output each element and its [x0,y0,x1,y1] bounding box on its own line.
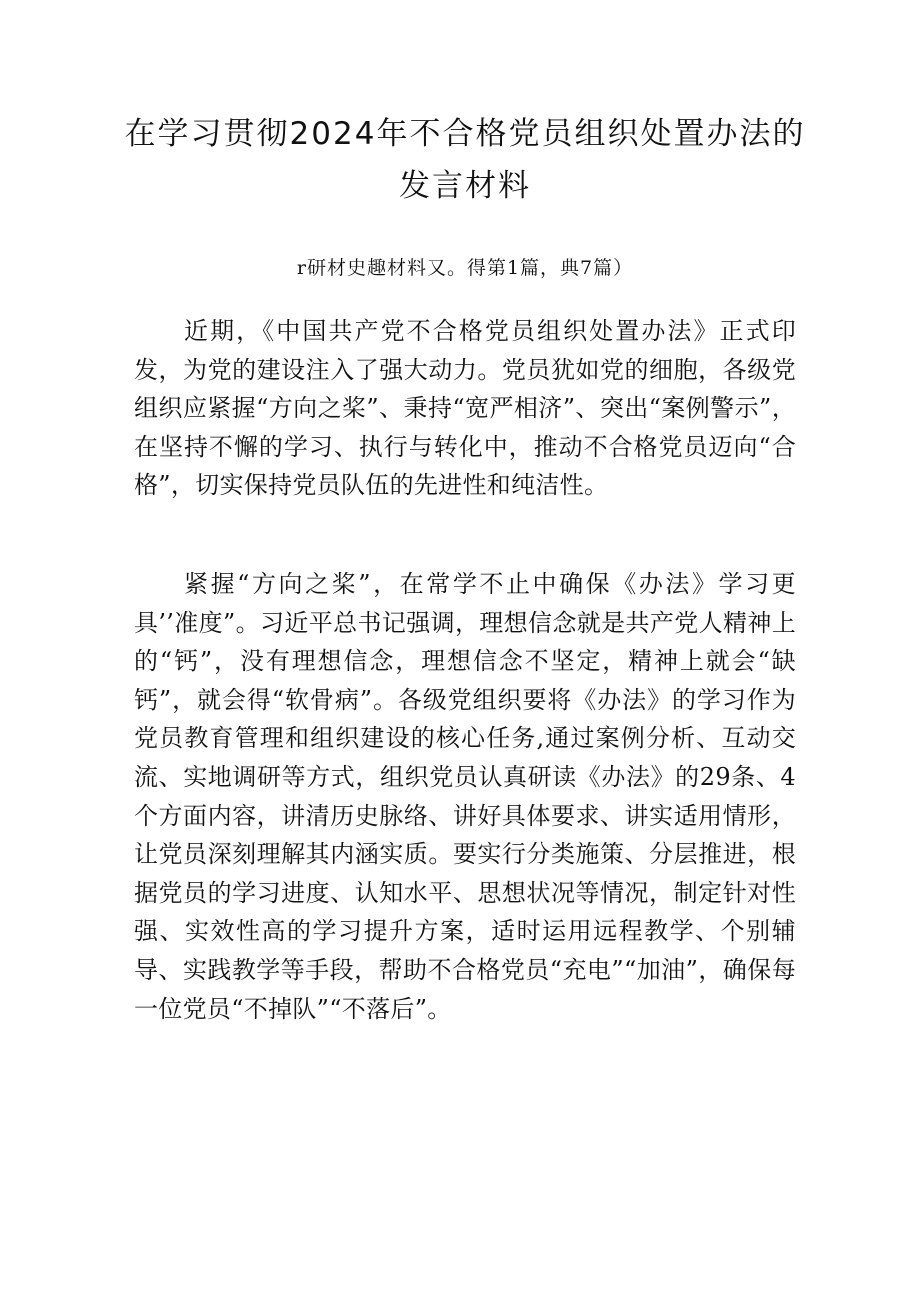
document-subtitle: r研材史趣材料又。得第1篇，典7篇） [296,257,634,279]
paragraph-2: 紧握“方向之桨”，在常学不止中确保《办法》学习更具’’准度”。习近平总书记强调，理想信念就是共产党人精神上的“钙”，没有理想信念，理想信念不坚定，精神上就会“缺钙”，就会得“软骨病”。各级党组织要将《办法》的学习作为党员教育管理和组织建设的核心任务,通过案例分析、互动交流、实地调研等方式，组织党员认真研读《办法》的29条、4个方面内容，讲清历史脉络、讲好具体要求、讲实适用情形，让党员深刻理解其内涵实质。要实行分类施策、分层推进，根据党员的学习进度、认知水平、思想状况等情况，制定针对性强、实效性高的学习提升方案，适时运用远程教学、个别辅导、实践教学等手段，帮助不合格党员“充电”“加油”，确保每一位党员“不掉队”“不落后”。 [134,570,796,1023]
document-title: 在学习贯彻2024年不合格党员组织处置办法的发言材料 [124,116,806,204]
paragraph-1: 近期，《中国共产党不合格党员组织处置办法》正式印发，为党的建设注入了强大动力。党员犹如党的细胞，各级党组织应紧握“方向之桨”、秉持“宽严相济”、突出“案例警示”，在坚持不懈的学习、执行与转化中，推动不合格党员迈向“合格”，切实保持党员队伍的先进性和纯洁性。 [134,317,796,500]
